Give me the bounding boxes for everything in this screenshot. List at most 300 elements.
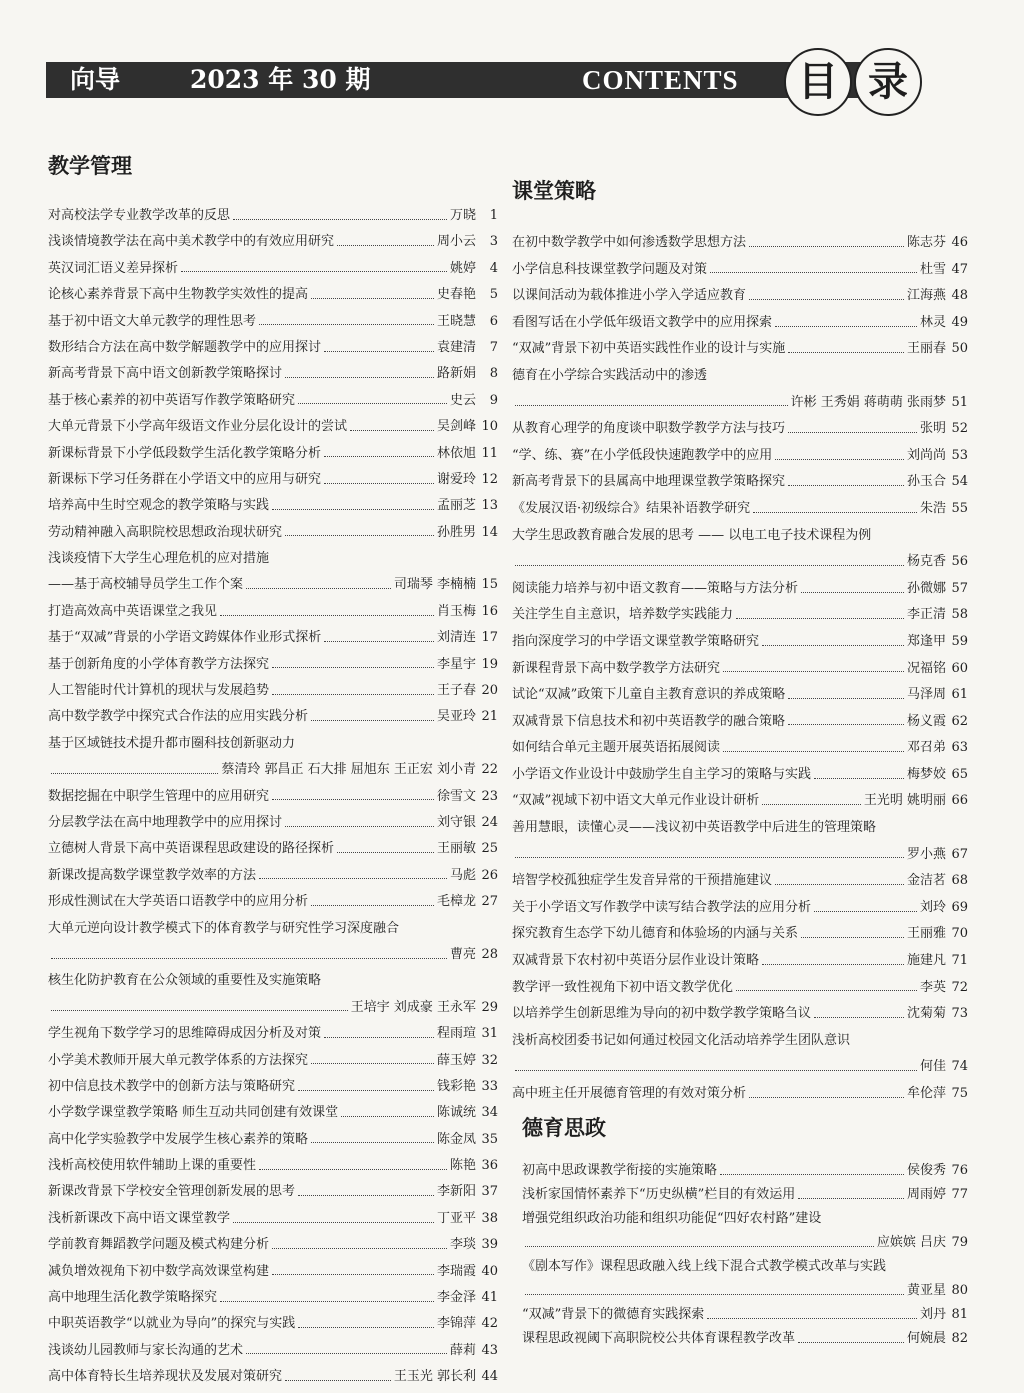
toc-entry xyxy=(48,705,498,729)
toc-entry-author: 袁建清 xyxy=(436,339,476,355)
toc-entry-title: 高中地理生活化教学策略探究 xyxy=(48,1290,218,1306)
toc-entry-title: 从教育心理学的角度谈中职数学教学方法与技巧 xyxy=(512,421,786,437)
title-char-circle: 目 xyxy=(784,48,852,116)
toc-entry-author: 姚婷 xyxy=(449,260,476,276)
toc-entry-title: 中职英语教学“以就业为导向”的探究与实践 xyxy=(48,1316,296,1332)
toc-entry xyxy=(512,470,968,495)
toc-entry-author: 周小云 xyxy=(436,234,476,250)
toc-entry-page: 31 xyxy=(481,1026,498,1042)
toc-entry-title: 浅析家国情怀素养下“历史纵横”栏目的有效运用 xyxy=(522,1187,796,1202)
toc-entry-page: 73 xyxy=(951,1006,968,1022)
toc-entry xyxy=(48,1233,498,1257)
dot-leader xyxy=(324,351,434,352)
toc-entry xyxy=(48,758,498,782)
toc-entry-author: 陈志芬 xyxy=(906,235,946,250)
toc-entry xyxy=(512,550,968,575)
toc-entry-author: 许彬 王秀娟 蒋萌萌 张雨梦 xyxy=(790,394,946,410)
toc-entry xyxy=(512,683,968,708)
toc-entry-title: 数据挖掘在中职学生管理中的应用研究 xyxy=(48,788,270,804)
toc-entry-author: 马彪 xyxy=(449,867,476,883)
toc-entry xyxy=(48,1101,498,1125)
toc-entry xyxy=(48,494,498,518)
toc-entry xyxy=(512,231,968,256)
toc-entry-author: 王丽敏 xyxy=(436,841,476,857)
dot-leader xyxy=(515,405,788,406)
toc-entry-page: 80 xyxy=(951,1283,968,1298)
dot-leader xyxy=(337,245,434,246)
toc-entry-page: 11 xyxy=(481,445,498,461)
toc-entry-page: 51 xyxy=(951,394,968,410)
toc-entry-page: 59 xyxy=(951,633,968,649)
toc-entry xyxy=(48,521,498,545)
toc-entry-author: 万晓 xyxy=(449,208,476,223)
toc-entry-title: 大单元逆向设计教学模式下的体育教学与研究性学习深度融合 xyxy=(48,920,400,936)
dot-leader xyxy=(798,1342,904,1343)
toc-entry xyxy=(512,311,968,336)
toc-entry-author: 王培宇 刘成豪 王永军 xyxy=(350,999,476,1015)
dot-leader xyxy=(749,299,904,300)
toc-entry-page: 23 xyxy=(481,788,498,804)
dot-leader xyxy=(337,852,434,853)
toc-entry-page: 66 xyxy=(951,793,968,809)
toc-entry xyxy=(512,284,968,309)
toc-entry-page: 24 xyxy=(481,814,498,830)
toc-entry-page: 7 xyxy=(489,339,498,355)
toc-entry xyxy=(522,1328,968,1350)
issue-label: 2023 年 30 期 xyxy=(190,65,371,94)
dot-leader xyxy=(324,641,434,642)
toc-entry-author: 陈艳 xyxy=(449,1158,476,1174)
dot-leader xyxy=(272,1274,434,1275)
toc-entry-author: 史春艳 xyxy=(436,287,476,303)
toc-entry xyxy=(48,626,498,650)
toc-entry-title: 学前教育舞蹈教学问题及模式构建分析 xyxy=(48,1237,270,1253)
dot-leader xyxy=(814,778,904,779)
toc-entry xyxy=(48,1075,498,1099)
toc-entry-title: 阅读能力培养与初中语文教育——策略与方法分析 xyxy=(512,580,799,596)
toc-entry xyxy=(512,736,968,761)
toc-entry-page: 49 xyxy=(951,314,968,330)
toc-entry-page: 4 xyxy=(489,260,498,276)
toc-entry xyxy=(48,679,498,703)
dot-leader xyxy=(341,1116,434,1117)
toc-entry-author: 黄亚星 xyxy=(906,1283,946,1298)
toc-entry-title: 双减背景下农村初中英语分层作业设计策略 xyxy=(512,953,760,969)
toc-entry xyxy=(512,603,968,628)
dot-leader xyxy=(775,884,904,885)
toc-entry-page: 28 xyxy=(481,946,498,962)
toc-entry-author: 施建凡 xyxy=(906,953,946,969)
toc-entry-title: 论核心素养背景下高中生物教学实效性的提高 xyxy=(48,287,309,303)
dot-leader xyxy=(788,352,904,353)
toc-entry-author: 李琰 xyxy=(449,1237,476,1253)
dot-leader xyxy=(723,751,904,752)
moral-section xyxy=(522,1112,968,1352)
toc-entry-author: 曹亮 xyxy=(449,946,476,962)
toc-entry-page: 40 xyxy=(481,1263,498,1279)
toc-entry-title: 大单元背景下小学高年级语文作业分层化设计的尝试 xyxy=(48,419,348,435)
dot-leader xyxy=(298,1327,434,1328)
dot-leader xyxy=(775,459,904,460)
dot-leader xyxy=(285,826,434,827)
toc-entry xyxy=(48,389,498,413)
toc-entry-title: 基于区域链技术提升都市圈科技创新驱动力 xyxy=(48,735,296,751)
toc-entry-page: 14 xyxy=(481,524,498,540)
toc-entry-author: 吴剑峰 xyxy=(436,419,476,435)
toc-entry-page: 21 xyxy=(481,709,498,725)
toc-entry xyxy=(48,1207,498,1231)
toc-entry-title: 新课标背景下小学低段数学生活化教学策略分析 xyxy=(48,445,322,461)
toc-entry xyxy=(48,468,498,492)
toc-entry-author: 江海燕 xyxy=(906,288,946,304)
header-band xyxy=(46,62,862,98)
dot-leader xyxy=(814,1017,904,1018)
toc-entry xyxy=(522,1304,968,1326)
toc-entry-title: 浅析高校使用软件辅助上课的重要性 xyxy=(48,1158,257,1174)
toc-entry-title: 高中班主任开展德育管理的有效对策分析 xyxy=(512,1086,747,1101)
toc-entry-page: 6 xyxy=(489,313,498,329)
toc-entry-title: 浅析高校团委书记如何通过校园文化活动培养学生团队意识 xyxy=(512,1032,851,1048)
toc-entry-title: 以培养学生创新思维为导向的初中数学教学策略刍议 xyxy=(512,1006,812,1022)
toc-entry-author: 王子春 xyxy=(436,683,476,699)
toc-entry-title: 探究教育生态学下幼儿德育和体验场的内涵与关系 xyxy=(512,926,799,942)
toc-entry-author: 李金泽 xyxy=(436,1290,476,1306)
toc-entry-author: 张明 xyxy=(919,421,946,437)
toc-entry-title: 初高中思政课教学衔接的实施策略 xyxy=(522,1163,718,1178)
section-title: 德育思政 xyxy=(522,1116,606,1140)
toc-entry-author: 王晓慧 xyxy=(436,313,476,329)
toc-entry-author: 杜雪 xyxy=(919,261,946,277)
toc-entry-title: 小学美术教师开展大单元教学体系的方法探究 xyxy=(48,1052,309,1068)
toc-entry-page: 38 xyxy=(481,1210,498,1226)
dot-leader xyxy=(788,698,904,699)
dot-leader xyxy=(259,878,447,879)
toc-entry-page: 22 xyxy=(481,762,498,778)
toc-entry-author: 王玉光 郭长利 xyxy=(393,1369,476,1385)
toc-entry-author: 孟丽芝 xyxy=(436,498,476,514)
toc-entry xyxy=(48,573,498,597)
toc-entry-page: 27 xyxy=(481,894,498,910)
toc-entry-author: 孙玉合 xyxy=(906,474,946,490)
toc-entry-title: 增强党组织政治功能和组织功能促“四好农村路”建设 xyxy=(522,1211,822,1226)
toc-entry-title: 小学语文作业设计中鼓励学生自主学习的策略与实践 xyxy=(512,766,812,782)
column-label: 向导 xyxy=(70,65,121,94)
toc-entry-page: 82 xyxy=(951,1331,968,1346)
dot-leader xyxy=(324,483,434,484)
dot-leader xyxy=(285,535,434,536)
toc-entry-author: 陈诚统 xyxy=(436,1105,476,1121)
toc-entry xyxy=(512,497,968,522)
toc-entry-author: 刘守银 xyxy=(436,814,476,830)
toc-entry-page: 74 xyxy=(951,1059,968,1075)
dot-leader xyxy=(798,1198,904,1199)
toc-entry xyxy=(48,1339,498,1363)
toc-entry-author: 况福铭 xyxy=(906,660,946,676)
toc-entry-author: 孙胜男 xyxy=(436,524,476,540)
toc-entry-title: 新课改提高数学课堂教学效率的方法 xyxy=(48,867,257,883)
toc-entry-author: 邓召弟 xyxy=(906,740,946,756)
toc-entry-author: 杨克香 xyxy=(906,554,946,570)
toc-entry-page: 46 xyxy=(951,235,968,250)
toc-entry-author: 蔡清玲 郭昌正 石大排 屈旭东 王正宏 刘小青 xyxy=(221,762,476,778)
toc-list xyxy=(48,204,498,1390)
toc-entry-title: 打造高效高中英语课堂之我见 xyxy=(48,603,218,619)
toc-entry xyxy=(512,763,968,788)
toc-entry-page: 36 xyxy=(481,1158,498,1174)
toc-entry xyxy=(522,1160,968,1182)
toc-entry xyxy=(48,442,498,466)
toc-entry-title: 试论“双减”政策下儿童自主教育意识的养成策略 xyxy=(512,687,786,703)
toc-entry-author: 肖玉梅 xyxy=(436,603,476,619)
section-title: 课堂策略 xyxy=(512,179,596,203)
dot-leader xyxy=(285,377,434,378)
toc-entry-page: 26 xyxy=(481,867,498,883)
dot-leader xyxy=(762,964,904,965)
toc-entry-page: 57 xyxy=(951,580,968,596)
toc-entry-page: 58 xyxy=(951,607,968,623)
toc-entry-page: 53 xyxy=(951,447,968,463)
dot-leader xyxy=(272,694,434,695)
toc-entry-title: 《发展汉语·初级综合》结果补语教学研究 xyxy=(512,500,751,516)
toc-entry-page: 75 xyxy=(951,1086,968,1101)
toc-entry-page: 52 xyxy=(951,421,968,437)
dot-leader xyxy=(272,1248,447,1249)
toc-entry-page: 47 xyxy=(951,261,968,277)
toc-entry-author: 杨义霞 xyxy=(906,713,946,729)
toc-entry-author: 陈金凤 xyxy=(436,1131,476,1147)
toc-entry-page: 10 xyxy=(481,419,498,435)
toc-entry-author: 周雨婷 xyxy=(906,1187,946,1202)
toc-entry-title: 培养高中生时空观念的教学策略与实践 xyxy=(48,498,270,514)
dot-leader xyxy=(272,799,434,800)
toc-entry-author: 刘尚尚 xyxy=(906,447,946,463)
title-char-circle: 录 xyxy=(854,48,922,116)
toc-entry xyxy=(48,310,498,334)
toc-entry-author: 薛莉 xyxy=(449,1342,476,1358)
toc-entry-page: 56 xyxy=(951,554,968,570)
toc-entry-title: “双减”背景下初中英语实践性作业的设计与实施 xyxy=(512,341,786,357)
dot-leader xyxy=(788,485,904,486)
toc-entry-title: 形成性测试在大学英语口语教学中的应用分析 xyxy=(48,894,309,910)
toc-entry-title: 关于小学语文写作教学中读写结合教学法的应用分析 xyxy=(512,899,812,915)
dot-leader xyxy=(51,773,218,774)
toc-list xyxy=(522,1160,968,1350)
toc-entry-author: 李正清 xyxy=(906,607,946,623)
dot-leader xyxy=(51,958,447,959)
dot-leader xyxy=(51,1010,348,1011)
toc-entry-author: 谢爱玲 xyxy=(436,471,476,487)
dot-leader xyxy=(515,857,904,858)
toc-entry xyxy=(48,1365,498,1389)
toc-entry-title: “双减”视域下初中语文大单元作业设计研析 xyxy=(512,793,760,809)
toc-entry-title: 浅谈情境教学法在高中美术教学中的有效应用研究 xyxy=(48,234,335,250)
toc-entry-page: 29 xyxy=(481,999,498,1015)
toc-entry-page: 9 xyxy=(489,392,498,408)
toc-entry xyxy=(512,391,968,416)
dot-leader xyxy=(246,1353,447,1354)
left-column xyxy=(48,150,498,1392)
toc-entry xyxy=(48,1260,498,1284)
dot-leader xyxy=(814,911,917,912)
toc-entry xyxy=(512,896,968,921)
toc-entry-author: 徐雪文 xyxy=(436,788,476,804)
toc-entry xyxy=(48,837,498,861)
toc-entry-page: 34 xyxy=(481,1105,498,1121)
toc-entry-title: 培智学校孤独症学生发音异常的干预措施建议 xyxy=(512,873,773,889)
dot-leader xyxy=(762,804,861,805)
dot-leader xyxy=(801,592,904,593)
toc-entry xyxy=(48,336,498,360)
toc-entry-title: 如何结合单元主题开展英语拓展阅读 xyxy=(512,740,721,756)
toc-entry-title: 基于初中语文大单元教学的理性思考 xyxy=(48,313,257,329)
toc-entry xyxy=(48,600,498,624)
dot-leader xyxy=(220,615,434,616)
toc-entry xyxy=(48,230,498,254)
dot-leader xyxy=(324,1037,434,1038)
dot-leader xyxy=(749,246,904,247)
toc-entry-title: 对高校法学专业教学改革的反思 xyxy=(48,208,231,223)
dot-leader xyxy=(525,1294,904,1295)
toc-entry-title: 在初中数学教学中如何渗透数学思想方法 xyxy=(512,235,747,250)
toc-entry-author: 何佳 xyxy=(919,1059,946,1075)
toc-entry-page: 35 xyxy=(481,1131,498,1147)
toc-entry xyxy=(512,843,968,868)
toc-entry-page: 69 xyxy=(951,899,968,915)
toc-entry-title: “学、练、赛”在小学低段快速跑教学中的应用 xyxy=(512,447,773,463)
toc-entry-title: 新课改背景下学校安全管理创新发展的思考 xyxy=(48,1184,296,1200)
toc-entry-title: 指向深度学习的中学语文课堂教学策略研究 xyxy=(512,633,760,649)
toc-entry-author: 王丽春 xyxy=(906,341,946,357)
toc-entry-page: 1 xyxy=(489,208,498,223)
dot-leader xyxy=(749,1097,904,1098)
toc-entry-author: 钱彩艳 xyxy=(436,1078,476,1094)
section-title: 教学管理 xyxy=(48,154,132,178)
dot-leader xyxy=(181,271,447,272)
toc-entry xyxy=(48,1312,498,1336)
dot-leader xyxy=(220,1301,434,1302)
toc-entry-title: 学生视角下数学学习的思维障碍成因分析及对策 xyxy=(48,1026,322,1042)
dot-leader xyxy=(710,272,917,273)
toc-entry-author: 刘清连 xyxy=(436,630,476,646)
toc-entry xyxy=(512,1082,968,1107)
toc-entry-author: 朱浩 xyxy=(919,500,946,516)
toc-entry-title: 初中信息技术教学中的创新方法与策略研究 xyxy=(48,1078,296,1094)
toc-entry-author: 牟伦萍 xyxy=(906,1086,946,1101)
toc-entry-title: 新高考背景下的县属高中地理课堂教学策略探究 xyxy=(512,474,786,490)
toc-entry-title: 大学生思政教育融合发展的思考 —— 以电工电子技术课程为例 xyxy=(512,527,872,543)
toc-entry-title: 基于创新角度的小学体育教学方法探究 xyxy=(48,656,270,672)
dot-leader xyxy=(736,990,917,991)
toc-entry-page: 17 xyxy=(481,630,498,646)
toc-entry xyxy=(522,1280,968,1302)
toc-entry xyxy=(512,1055,968,1080)
toc-entry-page: 71 xyxy=(951,953,968,969)
dot-leader xyxy=(272,667,434,668)
toc-entry-page: 70 xyxy=(951,926,968,942)
toc-entry-author: 薛玉婷 xyxy=(436,1052,476,1068)
toc-entry xyxy=(48,257,498,281)
toc-entry-title: 减负增效视角下初中数学高效课堂构建 xyxy=(48,1263,270,1279)
dot-leader xyxy=(788,724,904,725)
toc-entry xyxy=(48,362,498,386)
toc-entry-title: 英汉词汇语义差异探析 xyxy=(48,260,179,276)
toc-entry xyxy=(48,1154,498,1178)
toc-entry-page: 63 xyxy=(951,740,968,756)
toc-entry-author: 李锦萍 xyxy=(436,1316,476,1332)
toc-entry-page: 32 xyxy=(481,1052,498,1068)
dot-leader xyxy=(311,1142,434,1143)
toc-entry xyxy=(48,864,498,888)
toc-entry-title: 核生化防护教育在公众领域的重要性及实施策略 xyxy=(48,973,322,989)
toc-entry-page: 68 xyxy=(951,873,968,889)
toc-entry xyxy=(512,789,968,814)
toc-entry-title: 人工智能时代计算机的现状与发展趋势 xyxy=(48,683,270,699)
toc-entry-author: 程雨瑄 xyxy=(436,1026,476,1042)
toc-entry-author: 李新阳 xyxy=(436,1184,476,1200)
toc-entry xyxy=(512,444,968,469)
toc-entry-author: 侯俊秀 xyxy=(906,1163,946,1178)
toc-entry-page: 72 xyxy=(951,979,968,995)
dot-leader xyxy=(350,430,434,431)
toc-entry-title: 新高考背景下高中语文创新教学策略探讨 xyxy=(48,366,283,382)
toc-entry-page: 79 xyxy=(951,1235,968,1250)
toc-entry-page: 42 xyxy=(481,1316,498,1332)
toc-entry-title: 浅谈幼儿园教师与家长沟通的艺术 xyxy=(48,1342,244,1358)
dot-leader xyxy=(801,937,904,938)
toc-entry xyxy=(48,1286,498,1310)
dot-leader xyxy=(298,1090,434,1091)
toc-entry-page: 25 xyxy=(481,841,498,857)
toc-entry xyxy=(48,653,498,677)
toc-entry-author: 王光明 姚明丽 xyxy=(863,793,946,809)
dot-leader xyxy=(233,1222,434,1223)
toc-entry-title: 小学信息科技课堂教学问题及对策 xyxy=(512,261,708,277)
toc-entry-page: 39 xyxy=(481,1237,498,1253)
dot-leader xyxy=(788,432,917,433)
dot-leader xyxy=(246,588,391,589)
dot-leader xyxy=(311,1063,434,1064)
toc-entry-author: 应嫔嫔 吕庆 xyxy=(876,1235,946,1250)
toc-entry-page: 12 xyxy=(481,471,498,487)
toc-entry xyxy=(48,1180,498,1204)
toc-entry-page: 13 xyxy=(481,498,498,514)
toc-entry-page: 62 xyxy=(951,713,968,729)
toc-entry xyxy=(512,976,968,1001)
toc-entry-author: 史云 xyxy=(449,392,476,408)
toc-entry-author: 路新娟 xyxy=(436,366,476,382)
toc-entry-author: 孙微娜 xyxy=(906,580,946,596)
toc-entry-page: 77 xyxy=(951,1187,968,1202)
toc-entry-page: 41 xyxy=(481,1290,498,1306)
toc-entry-page: 50 xyxy=(951,341,968,357)
toc-entry-title: 新课程背景下高中数学教学方法研究 xyxy=(512,660,721,676)
dot-leader xyxy=(753,512,917,513)
toc-entry-author: 梅梦姣 xyxy=(906,766,946,782)
toc-entry xyxy=(48,1022,498,1046)
toc-entry-title: 立德树人背景下高中英语课程思政建设的路径探析 xyxy=(48,841,335,857)
dot-leader xyxy=(515,565,904,566)
toc-entry-page: 55 xyxy=(951,500,968,516)
toc-entry-author: 何婉晨 xyxy=(906,1331,946,1346)
dot-leader xyxy=(259,1169,447,1170)
toc-entry-author: 李瑞霞 xyxy=(436,1263,476,1279)
toc-entry xyxy=(48,811,498,835)
toc-entry-page: 60 xyxy=(951,660,968,676)
toc-entry xyxy=(48,785,498,809)
toc-entry-page: 16 xyxy=(481,603,498,619)
dot-leader xyxy=(762,645,904,646)
dot-leader xyxy=(525,1246,874,1247)
